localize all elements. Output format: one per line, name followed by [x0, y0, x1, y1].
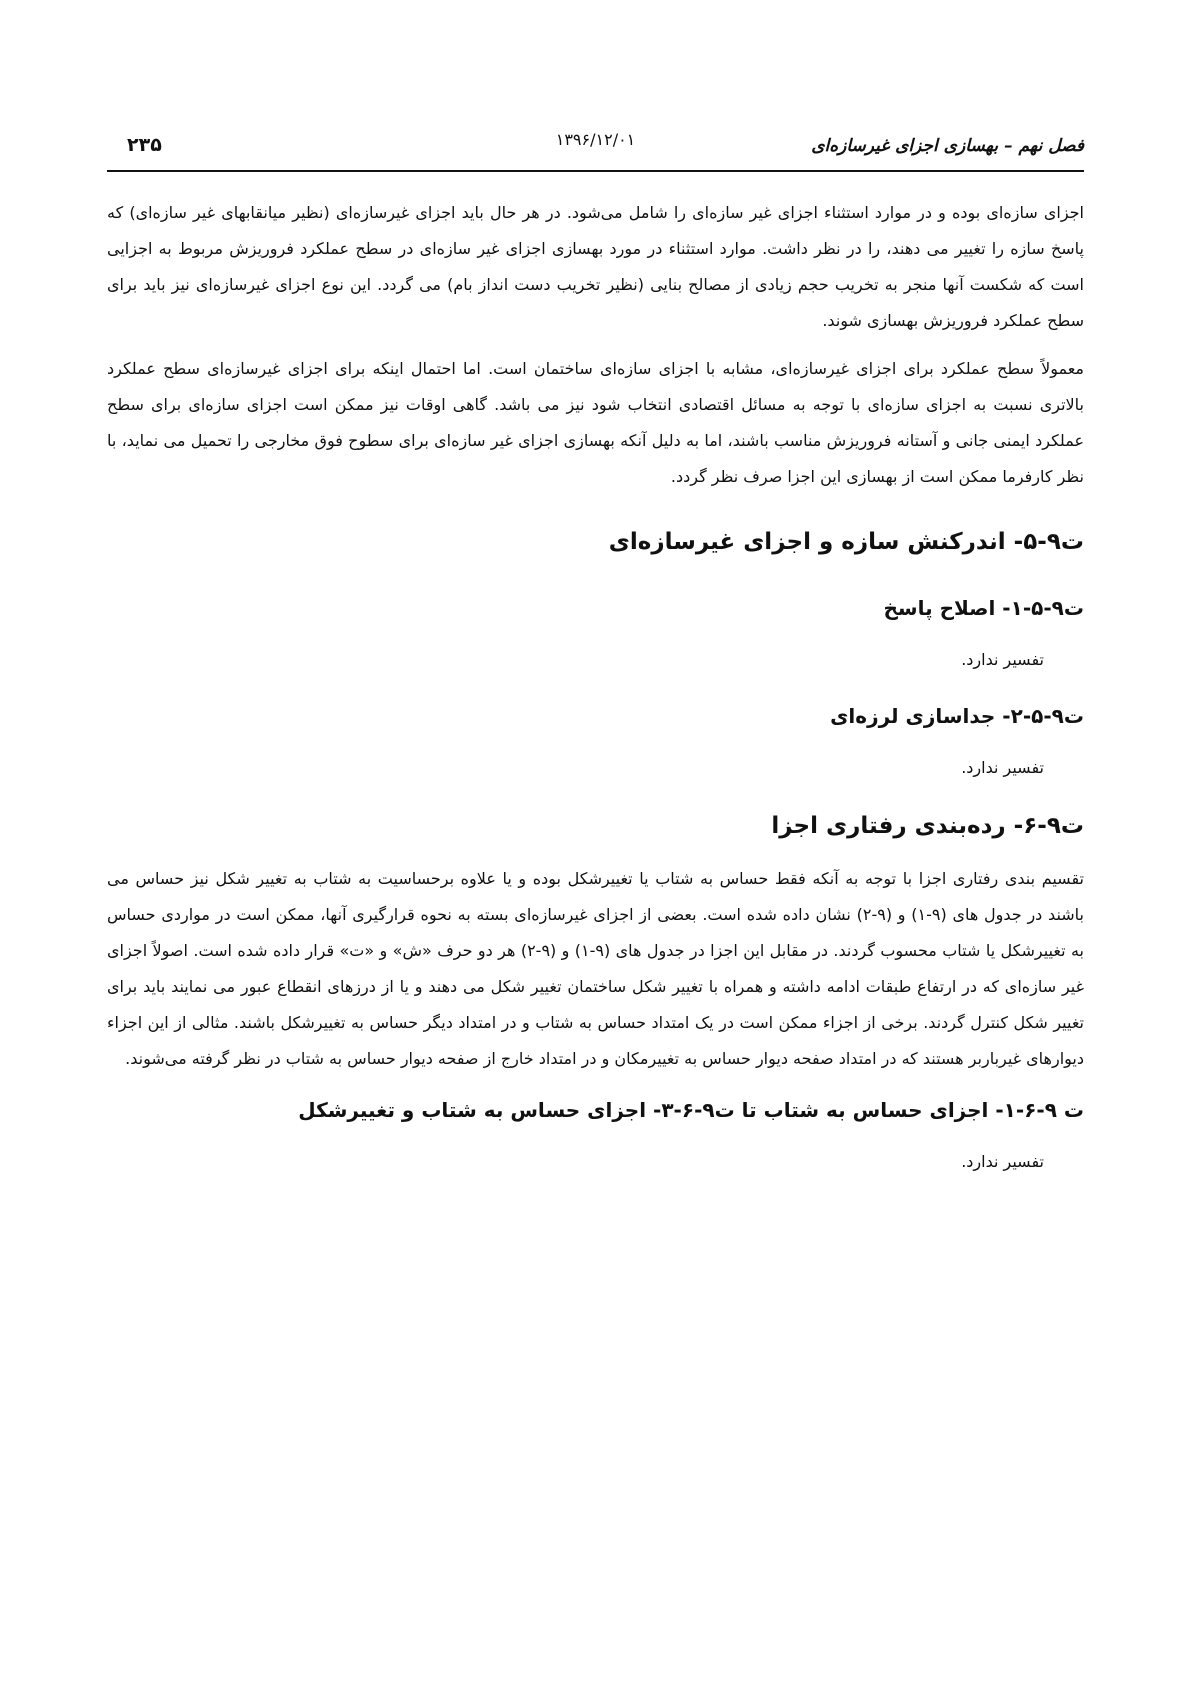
heading-9-5: ت۹-۵- اندرکنش سازه و اجزای غیرسازه‌ای: [608, 529, 1084, 555]
heading-9-5-1: ت۹-۵-۱- اصلاح پاسخ: [883, 596, 1084, 620]
heading-9-6: ت۹-۶- رده‌بندی رفتاری اجزا: [771, 813, 1084, 839]
heading-9-6-1: ت ۹-۶-۱- اجزای حساس به شتاب تا ت۹-۶-۳- اجزای حساس به شتاب و تغییرشکل: [298, 1098, 1084, 1122]
page-content: [107, 195, 1084, 1203]
heading-9-5-2: ت۹-۵-۲- جداسازی لرزه‌ای: [830, 704, 1084, 728]
page-number: ۲۳۵: [127, 134, 162, 156]
paragraph-2: معمولاً سطح عملکرد برای اجزای غیرسازه‌ای، مشابه با اجزای سازه‌ای ساختمان است. اما احتمال اینکه برای اجزای غیرسازه‌ای سطح عملکرد بالاتری نسبت به اجزای سازه‌ای با توجه به مسائل اقتصادی انتخاب شود نیز می باشد. گاهی اوقات نیز ممکن است اجزای سازه‌ای برای سطح عملکرد ایمنی جانی و آستانه فروریزش مناسب باشند، اما به دلیل آنکه بهسازی اجزای غیر سازه‌ای برای سطوح فوق مخارجی را تحمیل می نماید، با نظر کارفرما ممکن است از بهسازی این اجزا صرف نظر گردد.: [107, 359, 1084, 486]
paragraph-3: تقسیم بندی رفتاری اجزا با توجه به آنکه فقط حساس به شتاب یا تغییرشکل بوده و یا علاوه برحساسیت به شتاب به تغییر شکل نیز حساس می باشند در جدول های (۹-۱) و (۹-۲) نشان داده شده است. بعضی از اجزای غیرسازه‌ای بسته به نحوه قرارگیری آنها، ممکن است در مواردی حساس به تغییرشکل یا شتاب محسوب گردند. در مقابل این اجزا در جدول های (۹-۱) و (۹-۲) هر دو حرف «ش» و «ت» قرار داده شده است. اصولاً اجزای غیر سازه‌ای که در ارتفاع طبقات ادامه داشته و همراه با تغییر شکل ساختمان تغییر شکل می دهند و یا از درزهای انقطاع عبور می نمایند باید برای تغییر شکل کنترل گردند. برخی از اجزاء ممکن است در یک امتداد حساس به شتاب و در امتداد دیگر حساس به تغییرشکل باشند. مثالی از این اجزاء دیوارهای غیرباربر هستند که در امتداد صفحه دیوار حساس به تغییرمکان و در امتداد خارج از صفحه دیوار حساس به شتاب در نظر گرفته می‌شوند.: [107, 869, 1084, 1068]
chapter-title: فصل نهم – بهسازی اجزای غیرسازه‌ای: [811, 136, 1084, 156]
header-date: ۱۳۹۶/۱۲/۰۱: [555, 130, 636, 149]
note-9-5-2: تفسیر ندارد.: [961, 758, 1044, 777]
page-header: [107, 130, 1084, 172]
paragraph-1: اجزای سازه‌ای بوده و در موارد استثناء اجزای غیر سازه‌ای را شامل می‌شود. در هر حال باید اجزای غیرسازه‌ای (نظیر میانقابهای غیر سازه‌ای) که پاسخ سازه را تغییر می دهند، را در نظر داشت. موارد استثناء در مورد بهسازی اجزای غیر سازه‌ای در سطح عملکرد فروریزش مربوط به اجزایی است که شکست آنها منجر به تخریب حجم زیادی از مصالح بنایی (نظیر تخریب دست انداز بام) می گردد. این نوع اجزای غیرسازه‌ای نیز باید برای سطح عملکرد فروریزش بهسازی شوند.: [107, 203, 1084, 330]
note-9-6-1: تفسیر ندارد.: [961, 1152, 1044, 1171]
note-9-5-1: تفسیر ندارد.: [961, 650, 1044, 669]
